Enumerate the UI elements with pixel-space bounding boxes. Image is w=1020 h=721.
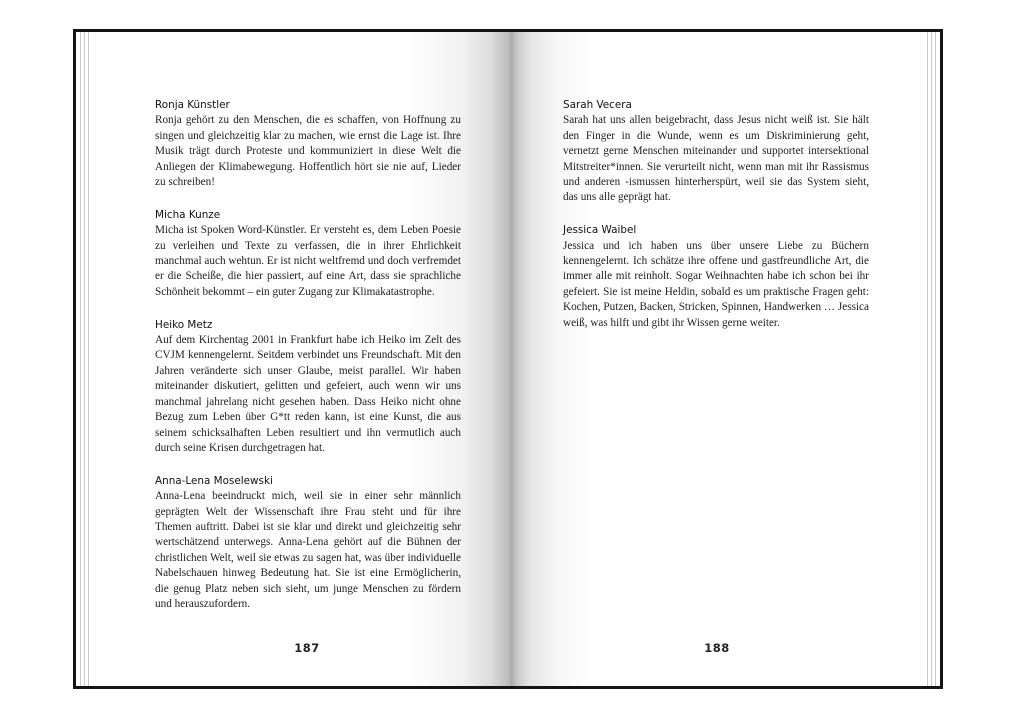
- page-number-left: 187: [294, 641, 320, 655]
- bio-entry: [155, 472, 461, 613]
- bio-entry: [563, 96, 869, 206]
- entry-text: Micha ist Spoken Word-Künstler. Er versteht es, dem Leben Poesie zu verleihen und Texte zu verfassen, die in ihrer Ehrlichkeit manchmal auch wehtun. Er ist nicht weltfremd und doch verfremdet er die Scheiße, die hier passiert, auf eine Art, dass sie sprachliche Schönheit bekommt – ein guter Zugang zur Klimakatastrophe.: [155, 224, 461, 298]
- page-number-right: 188: [704, 641, 730, 655]
- entry-name: Jessica Waibel: [563, 224, 637, 237]
- right-page-text: [563, 96, 869, 346]
- entry-name: Anna-Lena Moselewski: [155, 474, 273, 487]
- entry-name: Ronja Künstler: [155, 99, 230, 111]
- bio-entry: [563, 221, 869, 331]
- entry-name: Heiko Metz: [155, 318, 213, 331]
- entry-name: Micha Kunze: [155, 208, 221, 221]
- left-page-edges: [76, 32, 98, 686]
- left-page-text: [155, 96, 461, 628]
- entry-text: Sarah hat uns allen beigebracht, dass Jesus nicht weiß ist. Sie hält den Finger in die Wunde, wenn es um Diskriminierung geht, vernetzt gerne Menschen miteinander und supportet intersektional Mitstreiter*innen. Sie verurteilt nicht, wenn man mit ihr Rassismus und anderen -ismussen hinterherspürt, weil sie das System sieht, das uns alle geprägt hat.: [563, 114, 869, 204]
- bio-entry: [155, 206, 461, 300]
- entry-text: Jessica und ich haben uns über unsere Liebe zu Büchern kennengelernt. Ich schätze ihre offene und gastfreundliche Art, die immer alle mit reinholt. Sogar Weihnachten habe ich schon bei ihr gefeiert. Sie ist meine Heldin, sobald es um praktische Fragen geht: Kochen, Putzen, Backen, Stricken, Spinnen, Handwerken … Jessica weiß, was hilft und gibt ihr Wissen gerne weiter.: [563, 239, 869, 329]
- bio-entry: [155, 316, 461, 457]
- bio-entry: [155, 96, 461, 190]
- entry-text: Auf dem Kirchentag 2001 in Frankfurt habe ich Heiko im Zelt des CVJM kennengelernt. Seitdem verbindet uns Freundschaft. Mit den Jahren veränderte sich unser Glaube, meist parallel. Wir haben miteinander diskutiert, gelitten und gefeiert, auch wenn wir uns manchmal jahrelang nicht gesehen haben. Dass Heiko nicht ohne Bezug zum Leben über G*tt reden kann, ist eine Kunst, die aus seinem schicksalhaften Leben resultiert und ihn vermutlich auch durch seine Krisen durchgetragen hat.: [155, 334, 461, 454]
- right-page-edges: [918, 32, 940, 686]
- entry-name: Sarah Vecera: [563, 99, 632, 111]
- open-book: [73, 29, 943, 689]
- entry-text: Ronja gehört zu den Menschen, die es schaffen, von Hoffnung zu singen und gleichzeitig klar zu machen, wie ernst die Lage ist. Ihre Musik trägt durch Proteste und kommuniziert in diese Welt die Anliegen der Klimabewegung. Hoffentlich hört sie nie auf, Lieder zu schreiben!: [155, 114, 461, 189]
- entry-text: Anna-Lena beeindruckt mich, weil sie in einer sehr männlich geprägten Welt der Wissenschaft ihre Frau steht und für ihre Themen auftritt. Dabei ist sie klar und direkt und gleichzeitig sehr wertschätzend unterwegs. Anna-Lena gehört auf die Bühnen der christlichen Welt, weil sie etwas zu sagen hat, was über individuelle Nabelschauen hinweg Bedeutung hat. Sie ist eine Ermöglicherin, die genug Platz neben sich sieht, um junge Menschen zu fördern und herauszufordern.: [155, 490, 461, 610]
